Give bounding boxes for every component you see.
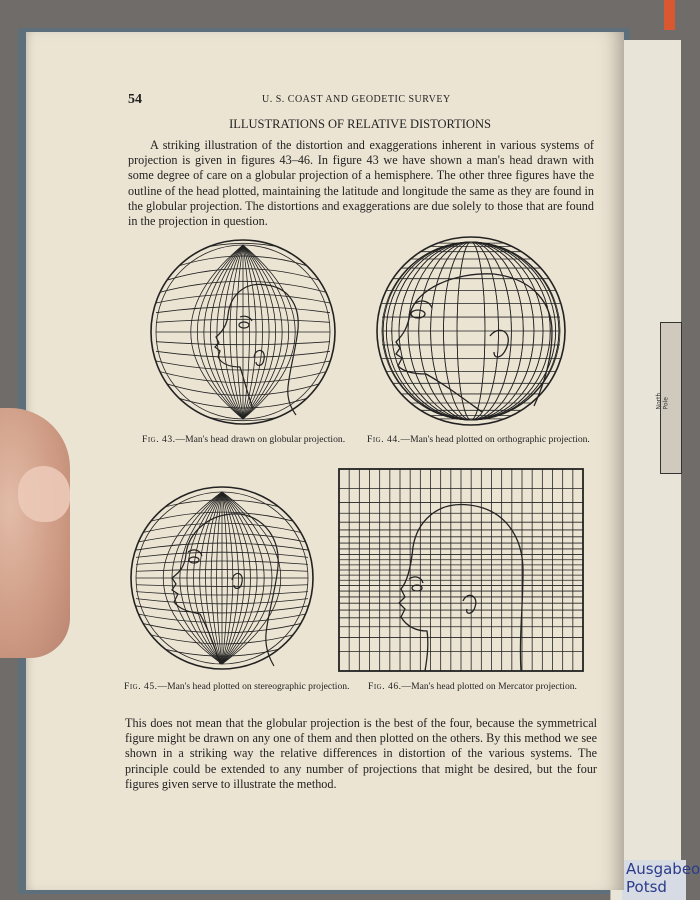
orange-tab [664, 0, 675, 30]
figure-45-stereographic [128, 484, 316, 672]
thumb [0, 408, 70, 658]
intro-paragraph: A striking illustration of the distortion and exaggerations inherent in various systems of projection is given in figures 43–46. In figure 43 we have shown a man's head drawn with some degree of care on a globular projection of a hemisphere. The other three figures have the outline of the head plotted, maintaining the latitude and longitude the same as they are found in the globular projection. The distortions and exaggerations are due solely to those that are found in the projection in question. [128, 138, 594, 229]
closing-paragraph: This does not mean that the globular projection is the best of the four, because the symmetrical figure might be drawn on any one of them and then plotted on the others. By this method we see shown in a striking way the relative differences in distortion of the various systems. The principle could be extended to any number of projections that might be desired, but the four figures given serve to illustrate the method. [125, 716, 597, 791]
figure-43-globular [148, 237, 338, 427]
library-stamp: Ausgabeo Potsd [622, 860, 686, 900]
section-title: ILLUSTRATIONS OF RELATIVE DISTORTIONS [229, 117, 491, 131]
figure-44-caption: Fig. 44.—Man's head plotted on orthographic projection. [367, 434, 590, 445]
figure-46-caption: Fig. 46.—Man's head plotted on Mercator projection. [368, 681, 577, 692]
running-title: U. S. COAST AND GEODETIC SURVEY [262, 94, 451, 105]
figure-43-caption: Fig. 43.—Man's head drawn on globular projection. [142, 434, 346, 445]
adjacent-page-figure-label: North Pole [655, 392, 670, 410]
figure-46-mercator [337, 467, 585, 673]
thumbnail-nail [18, 466, 70, 522]
figure-45-caption: Fig. 45.—Man's head plotted on stereographic projection. [124, 681, 350, 692]
figure-44-orthographic [374, 234, 568, 428]
page-number: 54 [128, 92, 142, 107]
